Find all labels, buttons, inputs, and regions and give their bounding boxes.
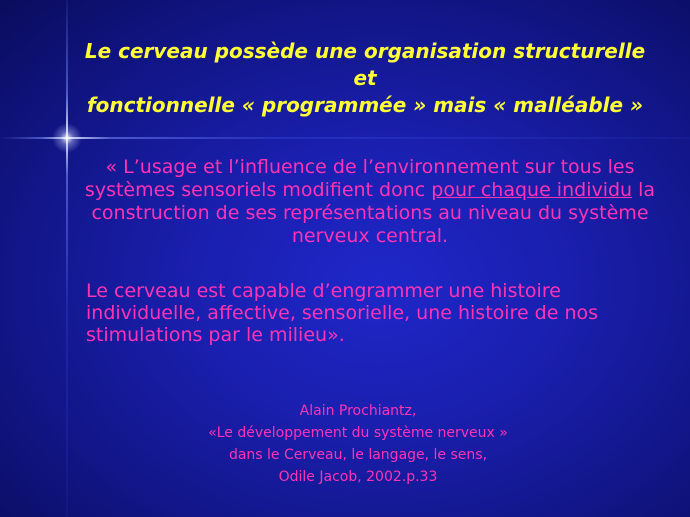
citation-publisher: Odile Jacob, 2002.p.33 bbox=[278, 469, 438, 485]
decorative-horizontal-line bbox=[0, 137, 690, 139]
quote-part-2: la construction de ses représentations au niveau du système nerveux central. bbox=[91, 179, 656, 247]
statement-paragraph: Le cerveau est capable d’engrammer une histoire individuelle, affective, sensorielle, une histoire de nos stimulations par le milieu». bbox=[86, 280, 599, 346]
sparkle-icon bbox=[52, 123, 82, 153]
decorative-vertical-line bbox=[66, 0, 68, 517]
citation-author: Alain Prochiantz, bbox=[299, 403, 417, 419]
quote-underlined-phrase: pour chaque individu bbox=[431, 179, 633, 201]
slide-title bbox=[80, 38, 650, 119]
slide-title-line-1: Le cerveau possède une organisation structurelle et bbox=[84, 39, 646, 90]
quote-paragraph bbox=[80, 156, 660, 248]
citation-work: «Le développement du système nerveux » bbox=[208, 425, 508, 441]
quote-part-1: « L’usage et l’influence de l’environnement sur tous les systèmes sensoriels modifient donc bbox=[84, 156, 635, 201]
slide-title-line-2: fonctionnelle « programmée » mais « malléable » bbox=[86, 93, 644, 117]
citation-block bbox=[120, 400, 596, 488]
citation-book: dans le Cerveau, le langage, le sens, bbox=[228, 447, 488, 463]
